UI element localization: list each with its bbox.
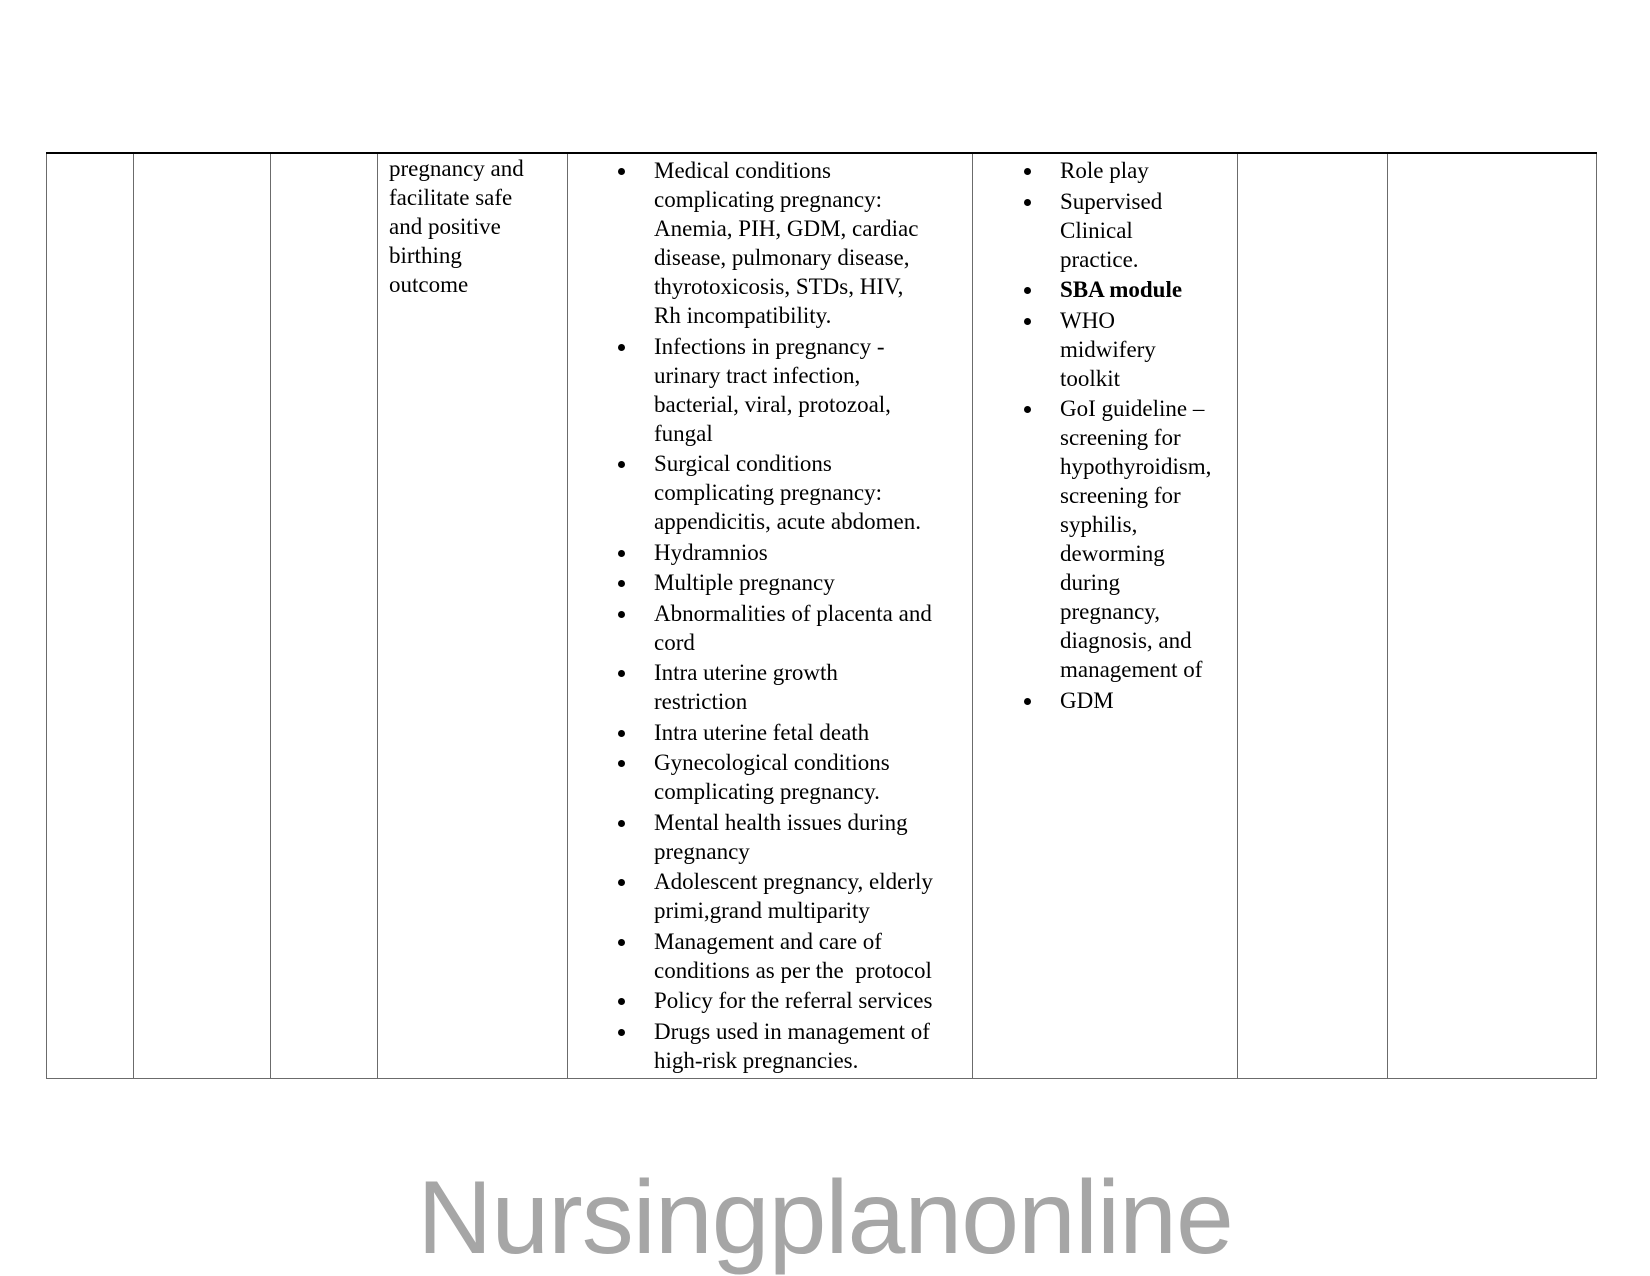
method-item-line: management of [1060, 657, 1203, 682]
method-item-line: SBA module [1060, 277, 1183, 302]
content-item-line: Anemia, PIH, GDM, cardiac [654, 216, 919, 241]
bullet-icon [1024, 698, 1031, 705]
bullet-icon [618, 168, 625, 175]
content-item [568, 1017, 972, 1075]
content-item-line: Abnormalities of placenta and [654, 600, 932, 626]
method-item-line: pregnancy, [1060, 599, 1161, 624]
content-item-line: Rh incompatibility. [654, 303, 832, 328]
content-item-line: Surgical conditions [654, 451, 832, 476]
content-item-line: cord [654, 629, 695, 655]
bullet-icon [1024, 199, 1031, 206]
cell-objectives [378, 153, 568, 1079]
content-item-line: urinary tract infection, [654, 362, 861, 388]
content-item-line: Mental health issues during [654, 809, 908, 835]
content-item-line: fungal [654, 420, 713, 446]
content-item-line: Intra uterine fetal death [654, 719, 870, 745]
content-item [568, 748, 972, 806]
content-item-line: complicating pregnancy: [654, 480, 883, 505]
content-item-line: restriction [654, 689, 748, 714]
bullet-icon [618, 580, 625, 587]
content-item [568, 658, 972, 716]
cell-content [568, 153, 973, 1079]
content-item [568, 449, 972, 536]
content-item-line: complicating pregnancy: [654, 187, 883, 212]
method-item [973, 275, 1237, 304]
content-item-line: Infections in pregnancy - [654, 333, 885, 359]
content-item-line: Gynecological conditions [654, 750, 890, 775]
content-item [568, 332, 972, 448]
method-item-line: GoI guideline – [1060, 396, 1205, 421]
bullet-icon [618, 344, 625, 351]
method-item-line: syphilis, [1060, 512, 1138, 537]
content-item-line: high-risk pregnancies. [654, 1047, 859, 1073]
content-item [568, 867, 972, 925]
bullet-icon [618, 1029, 625, 1036]
cell-col2 [134, 153, 271, 1079]
bullet-icon [618, 998, 625, 1005]
curriculum-table [46, 152, 1597, 1079]
objectives-line: pregnancy and [389, 156, 524, 181]
method-item-line: WHO [1060, 307, 1115, 333]
method-item-line: screening for [1060, 483, 1181, 508]
content-item-line: Adolescent pregnancy, elderly [654, 869, 933, 894]
content-item [568, 599, 972, 657]
objectives-line: outcome [389, 272, 469, 297]
content-item-line: Intra uterine growth [654, 660, 838, 685]
cell-col3 [271, 153, 378, 1079]
objectives-text [378, 154, 567, 299]
content-item [568, 718, 972, 747]
table-row [47, 153, 1597, 1079]
teaching-methods-list [973, 156, 1237, 715]
bullet-icon [618, 760, 625, 767]
content-item [568, 808, 972, 866]
bullet-icon [618, 611, 625, 618]
cell-teaching-methods [973, 153, 1238, 1079]
cell-col9 [1388, 153, 1597, 1079]
bullet-icon [1024, 318, 1031, 325]
bullet-icon [1024, 168, 1031, 175]
content-item [568, 156, 972, 330]
bullet-icon [618, 461, 625, 468]
content-item-line: thyrotoxicosis, STDs, HIV, [654, 274, 904, 299]
method-item-line: screening for [1060, 425, 1181, 450]
cell-col8 [1238, 153, 1388, 1079]
bullet-icon [618, 550, 625, 557]
content-item-line: Management and care of [654, 928, 882, 954]
bullet-icon [618, 730, 625, 737]
bullet-icon [1024, 287, 1031, 294]
content-item-line: Policy for the referral services [654, 988, 933, 1013]
content-item [568, 538, 972, 567]
method-item-line: diagnosis, and [1060, 628, 1192, 653]
bullet-icon [1024, 406, 1031, 413]
bullet-icon [618, 939, 625, 946]
method-item-line: midwifery [1060, 336, 1156, 362]
method-item [973, 187, 1237, 274]
content-item-line: Medical conditions [654, 158, 831, 183]
content-item [568, 986, 972, 1015]
content-item-line: complicating pregnancy. [654, 779, 880, 804]
bullet-icon [618, 820, 625, 827]
bullet-icon [618, 670, 625, 677]
method-item-line: hypothyroidism, [1060, 454, 1212, 479]
method-item-line: Role play [1060, 158, 1149, 183]
method-item [973, 394, 1237, 684]
content-item-line: pregnancy [654, 838, 750, 864]
cell-col1 [47, 153, 134, 1079]
content-item-line: disease, pulmonary disease, [654, 245, 910, 270]
content-item-line: Drugs used in management of [654, 1018, 930, 1044]
content-item-line: primi,grand multiparity [654, 898, 870, 923]
content-item [568, 568, 972, 597]
objectives-line: facilitate safe [389, 185, 513, 210]
watermark-text: Nursingplanonline [417, 1160, 1233, 1276]
method-item-line: practice. [1060, 246, 1139, 272]
method-item [973, 156, 1237, 185]
method-item-line: Supervised [1060, 188, 1163, 214]
content-item-line: Multiple pregnancy [654, 570, 835, 595]
content-item-line: Hydramnios [654, 539, 768, 565]
objectives-line: birthing [389, 243, 462, 268]
method-item [973, 686, 1237, 715]
content-list [568, 156, 972, 1075]
content-item-line: conditions as per the protocol [654, 957, 932, 983]
objectives-line: and positive [389, 214, 501, 239]
method-item-line: deworming [1060, 541, 1165, 566]
bullet-icon [618, 879, 625, 886]
method-item-line: GDM [1060, 687, 1114, 713]
method-item-line: during [1060, 570, 1121, 595]
method-item-line: toolkit [1060, 365, 1121, 391]
content-item-line: appendicitis, acute abdomen. [654, 509, 921, 534]
method-item-line: Clinical [1060, 217, 1133, 243]
method-item [973, 306, 1237, 393]
content-item-line: bacterial, viral, protozoal, [654, 391, 891, 417]
content-item [568, 927, 972, 985]
